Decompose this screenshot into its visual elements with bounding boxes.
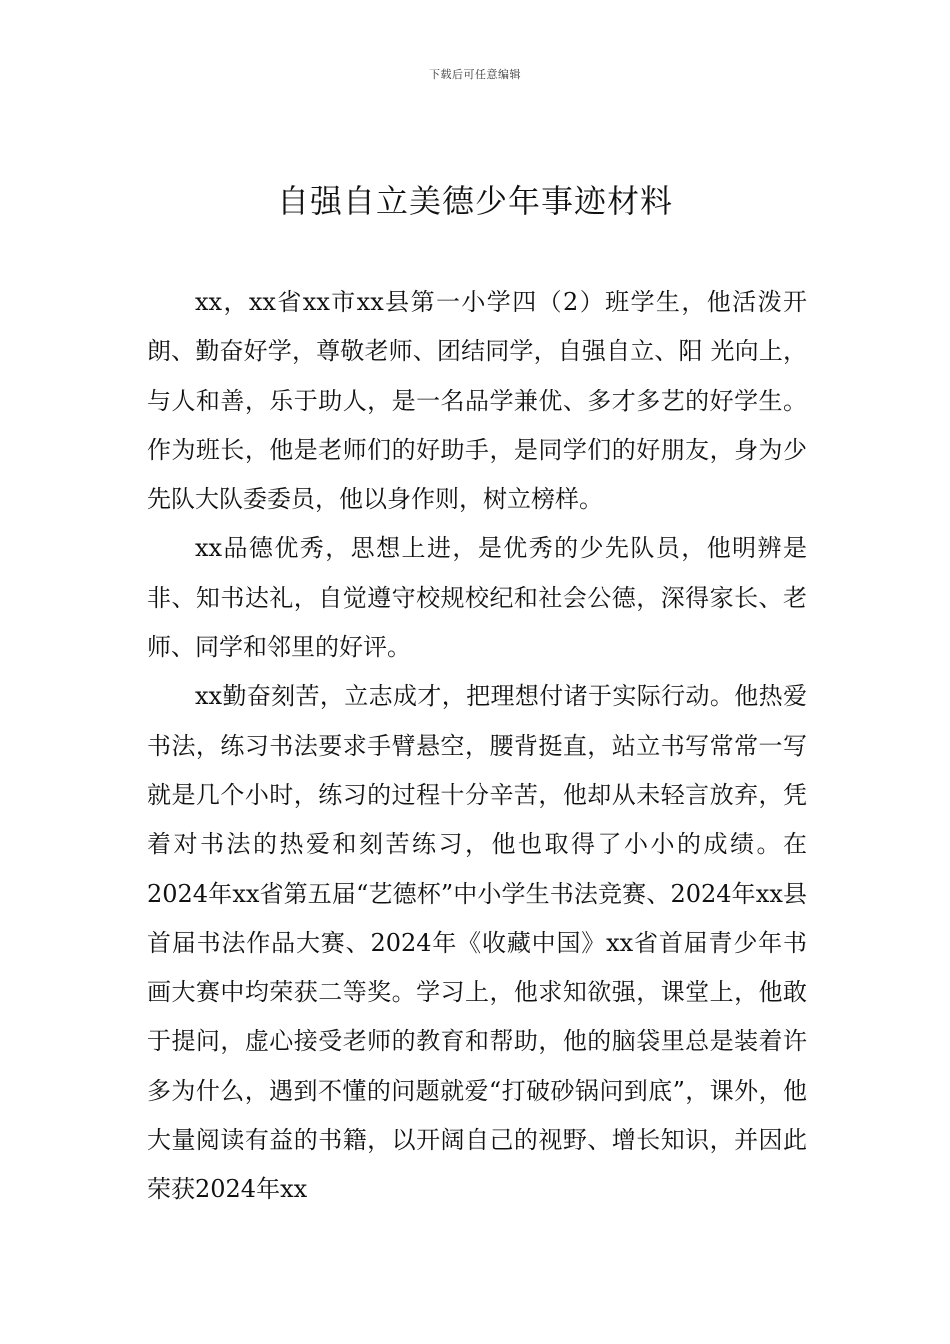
header-note: 下载后可任意编辑 bbox=[429, 68, 521, 81]
document-title: 自强自立美德少年事迹材料 bbox=[276, 182, 673, 220]
paragraph-2: xx品德优秀，思想上进，是优秀的少先队员，他明辨是非、知书达礼，自觉遵守校规校纪和社会公德，深得家长、老师、同学和邻里的好评。 bbox=[147, 534, 807, 662]
paragraph-3: xx勤奋刻苦，立志成才，把理想付诸于实际行动。他热爱书法，练习书法要求手臂悬空，腰背挺直，站立书写常常一写就是几个小时，练习的过程十分辛苦，他却从未轻言放弃，凭着对书法的热爱和刻苦练习，他也取得了小小的成绩。在2024年xx省第五届“艺德杯”中小学生书法竞赛、2024年xx县首届书法作品大赛、2024年《收藏中国》xx省首届青少年书画大赛中均荣获二等奖。学习上，他求知欲强，课堂上，他敢于提问，虚心接受老师的教育和帮助，他的脑袋里总是装着许多为什么，遇到不懂的问题就爱“打破砂锅问到底”，课外，他大量阅读有益的书籍，以开阔自己的视野、增长知识，并因此荣获2024年xx bbox=[147, 682, 807, 1204]
document-body bbox=[147, 278, 807, 1215]
paragraph-1: xx，xx省xx市xx县第一小学四（2）班学生，他活泼开朗、勤奋好学，尊敬老师、团结同学，自强自立、阳 光向上，与人和善，乐于助人，是一名品学兼优、多才多艺的好学生。作为班长，他是老师们的好助手，是同学们的好朋友，身为少先队大队委委员，他以身作则，树立榜样。 bbox=[147, 288, 807, 514]
